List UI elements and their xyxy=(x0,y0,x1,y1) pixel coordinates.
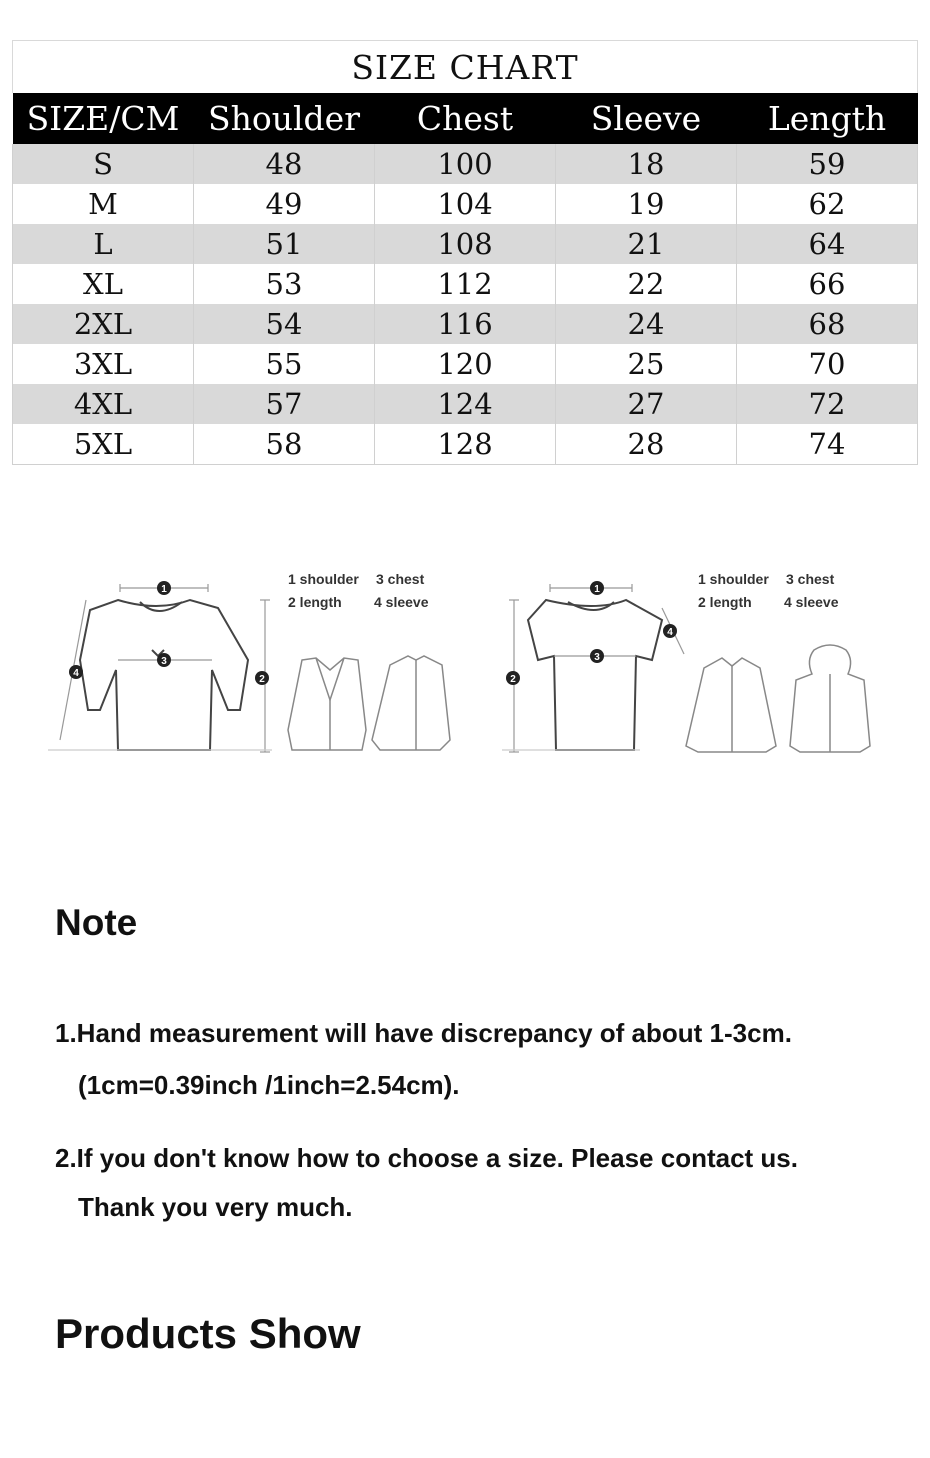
cell-size: M xyxy=(13,184,194,224)
legend-chest: 3 chest xyxy=(786,571,835,587)
short-sleeve-diagram-svg xyxy=(450,560,890,770)
table-row xyxy=(13,424,918,465)
long-sleeve-shirt-icon xyxy=(80,600,248,750)
legend-length: 2 length xyxy=(288,594,342,610)
table-row xyxy=(13,224,918,264)
cell-length: 74 xyxy=(737,424,918,465)
marker-3: 3 xyxy=(594,652,600,663)
cell-shoulder: 54 xyxy=(194,304,375,344)
cell-shoulder: 53 xyxy=(194,264,375,304)
cell-size: 5XL xyxy=(13,424,194,465)
legend-sleeve: 4 sleeve xyxy=(784,594,839,610)
note-line-1: 1.Hand measurement will have discrepancy of about 1-3cm. xyxy=(55,1018,792,1048)
legend-sleeve: 4 sleeve xyxy=(374,594,429,610)
cell-sleeve: 24 xyxy=(556,304,737,344)
cell-size: XL xyxy=(13,264,194,304)
cell-sleeve: 18 xyxy=(556,144,737,184)
legend-length: 2 length xyxy=(698,594,752,610)
size-chart-table xyxy=(12,40,918,465)
marker-4: 4 xyxy=(73,668,79,679)
cell-shoulder: 49 xyxy=(194,184,375,224)
short-sleeve-measure-diagram xyxy=(450,560,890,770)
cell-sleeve: 21 xyxy=(556,224,737,264)
table-row xyxy=(13,184,918,224)
long-sleeve-measure-diagram xyxy=(40,560,480,770)
cell-chest: 104 xyxy=(375,184,556,224)
cell-chest: 116 xyxy=(375,304,556,344)
cell-chest: 120 xyxy=(375,344,556,384)
cell-length: 66 xyxy=(737,264,918,304)
cell-size: 4XL xyxy=(13,384,194,424)
legend-shoulder: 1 shoulder xyxy=(698,571,769,587)
cell-shoulder: 48 xyxy=(194,144,375,184)
table-row xyxy=(13,144,918,184)
cell-shoulder: 57 xyxy=(194,384,375,424)
note-line-1b: (1cm=0.39inch /1inch=2.54cm). xyxy=(78,1070,460,1100)
header-sleeve: Sleeve xyxy=(556,93,737,144)
marker-3: 3 xyxy=(161,656,167,667)
cell-length: 59 xyxy=(737,144,918,184)
blazer-icon xyxy=(288,658,366,750)
cell-length: 72 xyxy=(737,384,918,424)
cell-sleeve: 28 xyxy=(556,424,737,465)
note-line-2b: Thank you very much. xyxy=(78,1192,353,1222)
zip-jacket-icon xyxy=(372,656,450,750)
cell-size: L xyxy=(13,224,194,264)
cell-sleeve: 22 xyxy=(556,264,737,304)
header-size: SIZE/CM xyxy=(13,93,194,144)
marker-2: 2 xyxy=(510,674,516,685)
cell-chest: 108 xyxy=(375,224,556,264)
marker-4: 4 xyxy=(667,627,673,638)
marker-icons xyxy=(69,581,269,685)
cell-chest: 128 xyxy=(375,424,556,465)
note-line-2: 2.If you don't know how to choose a size. Please contact us. xyxy=(55,1143,798,1173)
cell-size: S xyxy=(13,144,194,184)
tshirt-icon xyxy=(528,600,662,750)
cell-shoulder: 51 xyxy=(194,224,375,264)
cell-chest: 100 xyxy=(375,144,556,184)
cell-sleeve: 25 xyxy=(556,344,737,384)
cell-chest: 112 xyxy=(375,264,556,304)
marker-2: 2 xyxy=(259,674,265,685)
dress-shirt-icon xyxy=(686,658,776,752)
note-title: Note xyxy=(55,902,138,943)
header-chest: Chest xyxy=(375,93,556,144)
cell-shoulder: 58 xyxy=(194,424,375,465)
cell-chest: 124 xyxy=(375,384,556,424)
long-sleeve-diagram-svg xyxy=(40,560,480,770)
table-row xyxy=(13,264,918,304)
products-show-title: Products Show xyxy=(55,1310,361,1357)
size-chart-header-row xyxy=(13,93,918,144)
table-row xyxy=(13,344,918,384)
cell-size: 3XL xyxy=(13,344,194,384)
legend-chest: 3 chest xyxy=(376,571,425,587)
header-shoulder: Shoulder xyxy=(194,93,375,144)
marker-1: 1 xyxy=(594,584,600,595)
hoodie-icon xyxy=(790,645,870,752)
header-length: Length xyxy=(737,93,918,144)
legend-shoulder: 1 shoulder xyxy=(288,571,359,587)
marker-1: 1 xyxy=(161,584,167,595)
cell-shoulder: 55 xyxy=(194,344,375,384)
cell-length: 64 xyxy=(737,224,918,264)
cell-length: 68 xyxy=(737,304,918,344)
cell-size: 2XL xyxy=(13,304,194,344)
table-row xyxy=(13,384,918,424)
cell-length: 70 xyxy=(737,344,918,384)
cell-length: 62 xyxy=(737,184,918,224)
size-chart-title: SIZE CHART xyxy=(13,41,918,94)
cell-sleeve: 27 xyxy=(556,384,737,424)
cell-sleeve: 19 xyxy=(556,184,737,224)
table-row xyxy=(13,304,918,344)
